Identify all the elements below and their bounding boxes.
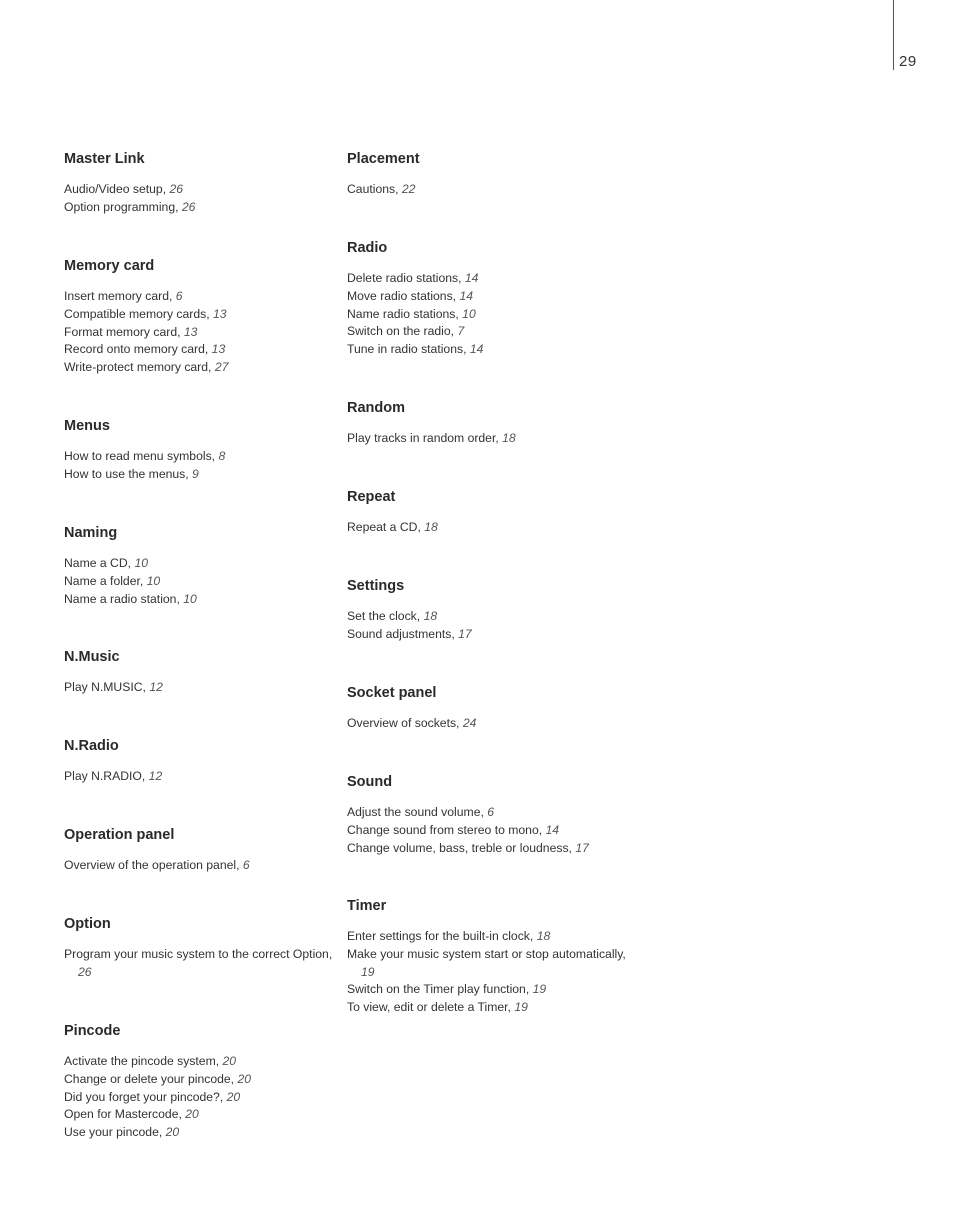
- entry-page-ref: 6: [487, 805, 495, 819]
- entry-text: Adjust the sound volume,: [347, 805, 484, 819]
- entry-text: Use your pincode,: [64, 1125, 163, 1140]
- entry-page-ref: 26: [181, 199, 196, 214]
- entry-page-ref: 12: [149, 680, 163, 694]
- section-title: Settings: [347, 578, 405, 594]
- section-title: Random: [347, 400, 405, 416]
- entry-list: [347, 928, 637, 1017]
- index-entry: [64, 466, 334, 484]
- index-section-radio: [347, 239, 637, 359]
- index-entry: [64, 306, 334, 324]
- entry-page-ref: 9: [192, 466, 199, 481]
- section-title: Repeat: [347, 489, 396, 505]
- entry-text: Set the clock,: [347, 609, 421, 623]
- entry-text: Delete radio stations,: [347, 271, 462, 285]
- index-entry: [64, 324, 334, 342]
- entry-text: How to use the menus,: [64, 466, 189, 481]
- entry-list: [64, 857, 334, 875]
- entry-text: Name a radio station,: [64, 591, 180, 606]
- section-title: N.Radio: [64, 738, 119, 754]
- entry-page-ref: 19: [361, 964, 375, 979]
- entry-list: [64, 768, 334, 786]
- section-title: Naming: [64, 525, 118, 541]
- index-section-master-link: [64, 150, 334, 217]
- entry-text: Write-protect memory card,: [64, 360, 212, 375]
- entry-page-ref: 18: [424, 520, 438, 534]
- section-title: Master Link: [64, 151, 145, 167]
- index-entry: [64, 768, 334, 786]
- index-section-naming: [64, 524, 334, 608]
- entry-page-ref: 20: [222, 1054, 237, 1068]
- index-section-placement: [347, 150, 637, 199]
- index-entry: [64, 288, 334, 306]
- entry-list: [347, 519, 637, 537]
- index-entry: [347, 430, 637, 448]
- page-rule: [893, 0, 894, 70]
- entry-text: Compatible memory cards,: [64, 306, 210, 321]
- index-entry: [64, 573, 334, 591]
- entry-page-ref: 22: [401, 182, 416, 196]
- index-entry: [64, 1071, 334, 1089]
- index-entry: [347, 181, 637, 199]
- entry-text: Change sound from stereo to mono,: [347, 822, 543, 837]
- index-section-n-radio: [64, 737, 334, 786]
- index-entry: [64, 1089, 334, 1107]
- entry-text: Change volume, bass, treble or loudness,: [347, 840, 572, 855]
- entry-text: Enter settings for the built-in clock,: [347, 929, 534, 943]
- index-entry: [347, 323, 637, 341]
- index-entry: [347, 270, 637, 288]
- index-section-n-music: [64, 648, 334, 697]
- entry-page-ref: 19: [514, 1000, 528, 1015]
- index-section-timer: [347, 897, 637, 1017]
- entry-list: [347, 804, 637, 857]
- section-title: Radio: [347, 240, 388, 256]
- entry-page-ref: 13: [211, 342, 226, 357]
- section-title: Timer: [347, 898, 387, 914]
- index-section-menus: [64, 417, 334, 484]
- entry-text: Switch on the Timer play function,: [347, 982, 530, 997]
- entry-text: Option programming,: [64, 199, 179, 214]
- entry-text: Change or delete your pincode,: [64, 1071, 235, 1086]
- entry-text: Switch on the radio,: [347, 324, 455, 339]
- index-section-sound: [347, 773, 637, 857]
- index-entry: [347, 804, 637, 822]
- section-title: Menus: [64, 418, 110, 434]
- section-title: Pincode: [64, 1023, 121, 1039]
- entry-list: [64, 181, 334, 217]
- section-title: Socket panel: [347, 685, 437, 701]
- entry-page-ref: 12: [148, 769, 163, 783]
- entry-list: [64, 946, 334, 982]
- index-entry: [64, 181, 334, 199]
- entry-text: Record onto memory card,: [64, 342, 209, 357]
- index-entry: [347, 626, 637, 644]
- entry-text: Overview of sockets,: [347, 716, 460, 730]
- entry-page-ref: 10: [134, 556, 149, 570]
- entry-page-ref: 10: [183, 591, 197, 606]
- entry-page-ref: 14: [469, 342, 484, 357]
- entry-page-ref: 26: [169, 182, 184, 196]
- entry-page-ref: 7: [457, 324, 465, 339]
- entry-page-ref: 13: [213, 306, 227, 321]
- index-entry: [64, 555, 334, 573]
- entry-text: Sound adjustments,: [347, 626, 455, 641]
- entry-text: Insert memory card,: [64, 289, 173, 303]
- section-title: N.Music: [64, 649, 120, 665]
- entry-page-ref: 17: [458, 626, 472, 641]
- index-entry: [64, 448, 334, 466]
- entry-list: [64, 288, 334, 377]
- entry-text: Name a folder,: [64, 573, 144, 588]
- entry-list: [347, 181, 637, 199]
- index-entry: [64, 946, 334, 982]
- entry-text: Audio/Video setup,: [64, 182, 167, 196]
- entry-text: Format memory card,: [64, 324, 181, 339]
- entry-page-ref: 20: [237, 1071, 252, 1086]
- entry-page-ref: 19: [532, 982, 547, 997]
- entry-list: [64, 679, 334, 697]
- index-entry: [347, 928, 637, 946]
- entry-page-ref: 20: [226, 1089, 241, 1104]
- entry-text: How to read menu symbols,: [64, 449, 216, 463]
- section-title: Memory card: [64, 258, 155, 274]
- entry-list: [347, 430, 637, 448]
- index-entry: [347, 288, 637, 306]
- index-entry: [64, 1124, 334, 1142]
- index-section-memory-card: [64, 257, 334, 377]
- entry-page-ref: 8: [218, 449, 226, 463]
- entry-text: Play tracks in random order,: [347, 431, 499, 445]
- index-entry: [347, 840, 637, 858]
- index-section-random: [347, 399, 637, 448]
- entry-text: Activate the pincode system,: [64, 1054, 220, 1068]
- entry-page-ref: 27: [214, 360, 229, 375]
- entry-text: Move radio stations,: [347, 288, 457, 303]
- index-entry: [64, 1053, 334, 1071]
- entry-page-ref: 14: [545, 822, 560, 837]
- entry-page-ref: 14: [459, 288, 474, 303]
- entry-page-ref: 18: [536, 929, 551, 943]
- entry-text: Play N.RADIO,: [64, 769, 146, 783]
- index-section-socket-panel: [347, 684, 637, 733]
- entry-list: [347, 608, 637, 644]
- index-entry: [347, 981, 637, 999]
- entry-page-ref: 18: [423, 609, 438, 623]
- section-title: Option: [64, 916, 111, 932]
- index-entry: [64, 857, 334, 875]
- index-section-settings: [347, 577, 637, 644]
- index-entry: [347, 341, 637, 359]
- entry-page-ref: 14: [464, 271, 479, 285]
- entry-page-ref: 10: [146, 573, 161, 588]
- index-entry: [64, 1106, 334, 1124]
- section-title: Sound: [347, 774, 393, 790]
- index-entry: [347, 306, 637, 324]
- page-number: 29: [899, 53, 917, 70]
- index-entry: [347, 519, 637, 537]
- index-entry: [347, 715, 637, 733]
- index-entry: [64, 359, 334, 377]
- entry-text: Cautions,: [347, 182, 399, 196]
- entry-text: Overview of the operation panel,: [64, 858, 240, 872]
- entry-text: Tune in radio stations,: [347, 342, 467, 357]
- entry-text: Name radio stations,: [347, 306, 459, 321]
- index-section-pincode: [64, 1022, 334, 1142]
- index-entry: [347, 946, 637, 982]
- entry-page-ref: 6: [242, 858, 250, 872]
- entry-text: Repeat a CD,: [347, 520, 421, 534]
- index-entry: [64, 341, 334, 359]
- index-section-operation-panel: [64, 826, 334, 875]
- entry-list: [347, 715, 637, 733]
- entry-text: Program your music system to the correct Option,: [64, 947, 333, 961]
- entry-list: [64, 1053, 334, 1142]
- entry-page-ref: 13: [183, 324, 198, 339]
- index-entry: [64, 199, 334, 217]
- index-entry: [64, 591, 334, 609]
- entry-text: Name a CD,: [64, 556, 132, 570]
- entry-list: [64, 448, 334, 484]
- entry-text: Make your music system start or stop automatically,: [347, 946, 626, 961]
- entry-text: Play N.MUSIC,: [64, 680, 146, 694]
- index-entry: [64, 679, 334, 697]
- index-entry: [347, 822, 637, 840]
- index-entry: [347, 999, 637, 1017]
- section-title: Placement: [347, 151, 420, 167]
- index-section-repeat: [347, 488, 637, 537]
- index-entry: [347, 608, 637, 626]
- entry-page-ref: 24: [462, 716, 477, 730]
- entry-page-ref: 20: [165, 1125, 180, 1140]
- index-section-option: [64, 915, 334, 982]
- entry-list: [64, 555, 334, 608]
- entry-text: Did you forget your pincode?,: [64, 1089, 224, 1104]
- entry-page-ref: 17: [575, 840, 589, 855]
- entry-list: [347, 270, 637, 359]
- entry-page-ref: 26: [78, 964, 92, 979]
- entry-page-ref: 6: [175, 289, 183, 303]
- entry-page-ref: 10: [462, 306, 476, 321]
- entry-text: To view, edit or delete a Timer,: [347, 1000, 511, 1015]
- section-title: Operation panel: [64, 827, 175, 843]
- entry-page-ref: 18: [502, 431, 516, 445]
- entry-page-ref: 20: [185, 1107, 199, 1122]
- entry-text: Open for Mastercode,: [64, 1107, 182, 1122]
